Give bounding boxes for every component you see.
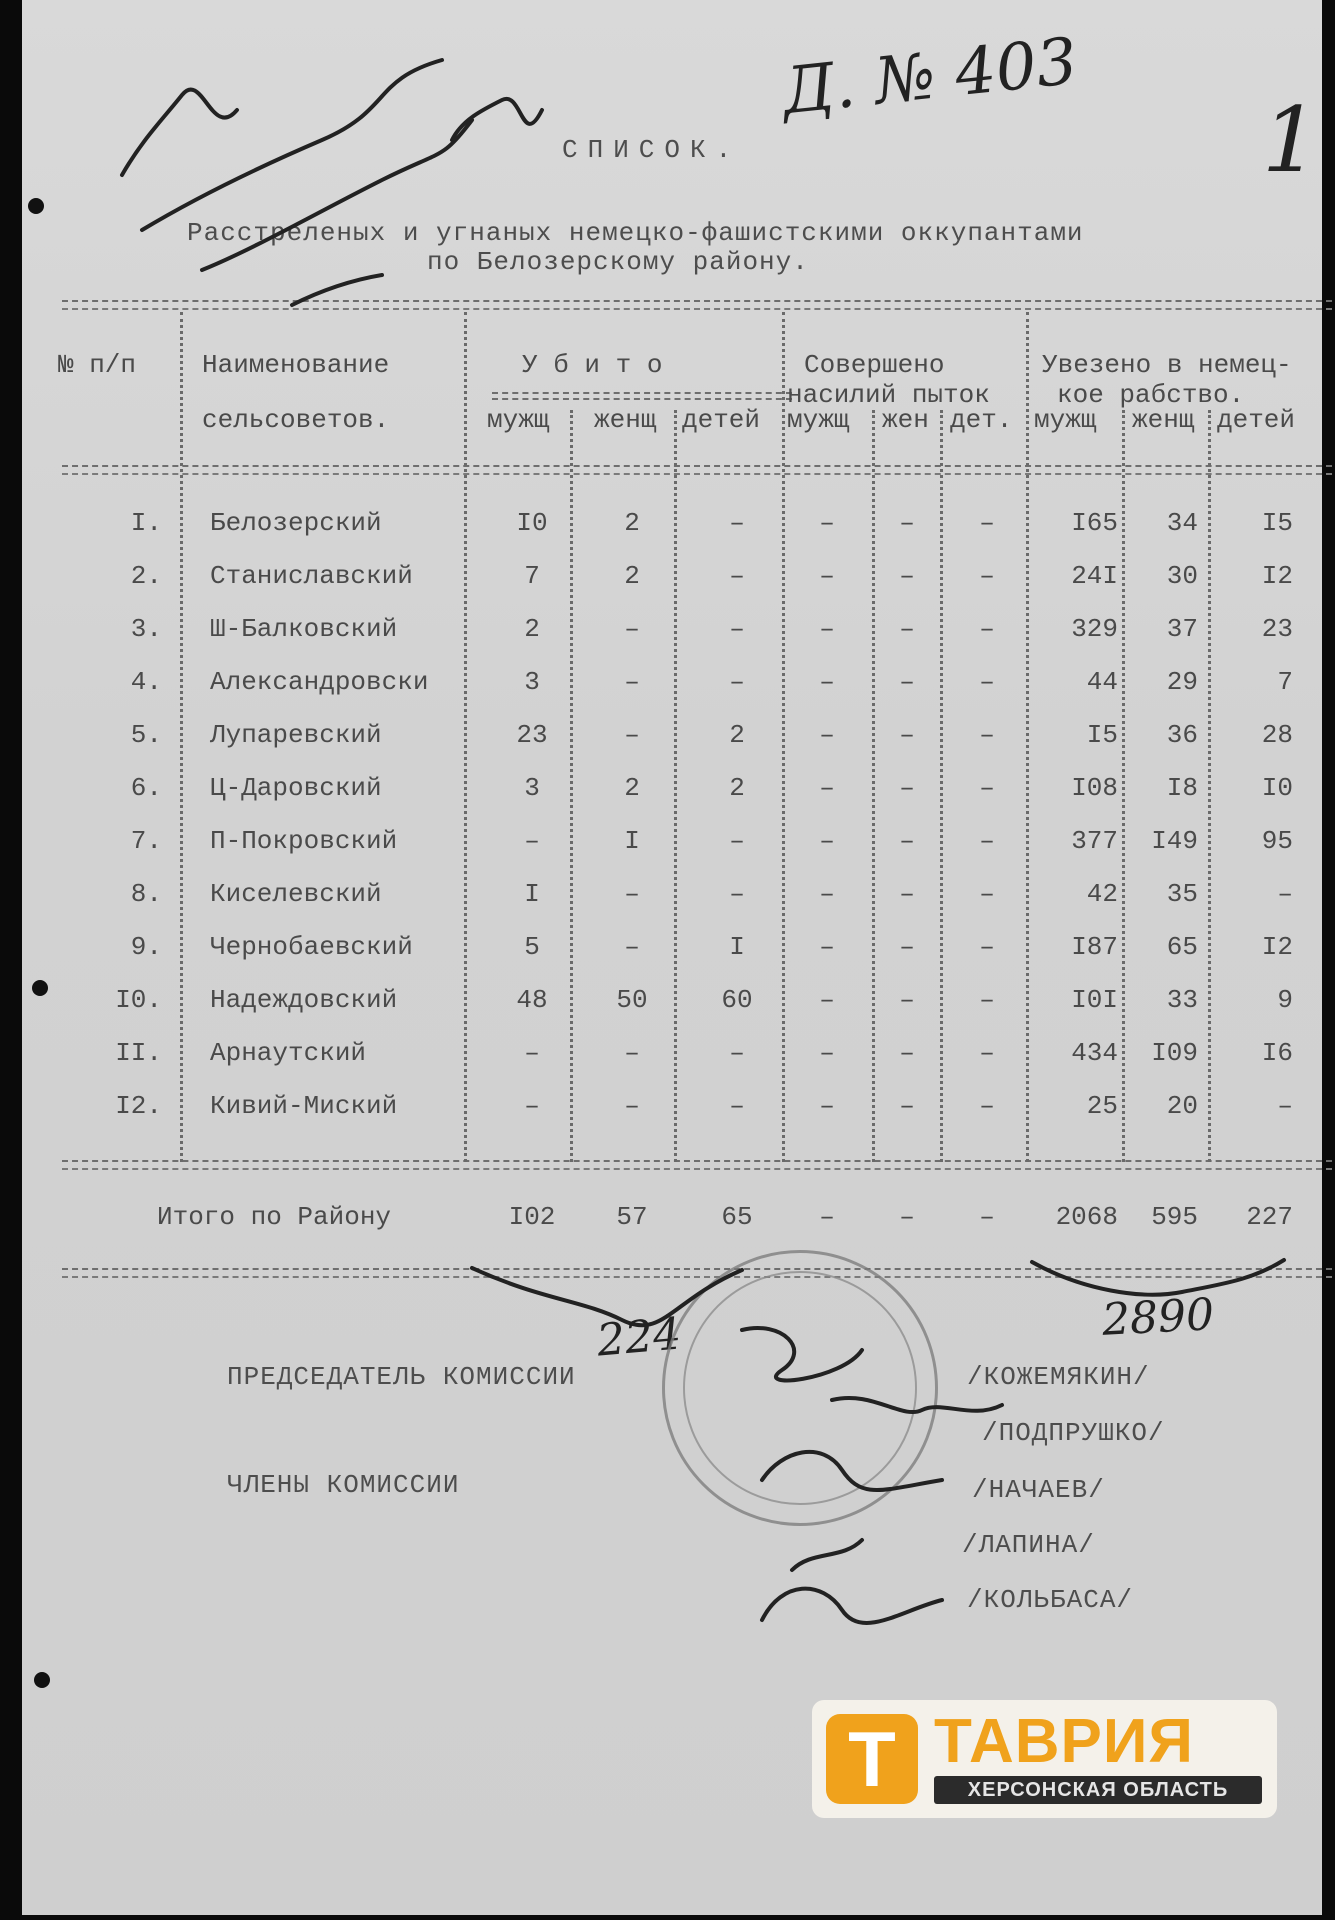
header-num: № п/п bbox=[58, 350, 137, 380]
row-value-vw: – bbox=[899, 985, 915, 1015]
row-value-dc: 7 bbox=[1277, 667, 1293, 697]
row-value-dw: 65 bbox=[1166, 932, 1198, 962]
row-value-kw: 2 bbox=[624, 561, 640, 591]
row-value-dm: 25 bbox=[1086, 1091, 1118, 1121]
row-value-dw: 29 bbox=[1166, 667, 1198, 697]
row-value-vw: – bbox=[899, 1038, 915, 1068]
header-deported-men: мужщ bbox=[1034, 405, 1097, 435]
row-value-vm: – bbox=[819, 985, 835, 1015]
header-killed-women: женщ bbox=[594, 405, 657, 435]
row-value-km: 48 bbox=[516, 985, 548, 1015]
row-value-km: 7 bbox=[524, 561, 540, 591]
row-number: 7. bbox=[130, 826, 162, 856]
row-value-kw: 50 bbox=[616, 985, 648, 1015]
row-value-vm: – bbox=[819, 508, 835, 538]
total-deported-children: 227 bbox=[1246, 1202, 1293, 1232]
row-value-dm: I87 bbox=[1071, 932, 1118, 962]
row-value-vw: – bbox=[899, 932, 915, 962]
row-value-dm: 24I bbox=[1071, 561, 1118, 591]
row-value-dc: 95 bbox=[1261, 826, 1293, 856]
row-value-dm: 434 bbox=[1071, 1038, 1118, 1068]
header-violence-men: мужщ bbox=[787, 405, 850, 435]
row-value-kc: 2 bbox=[729, 773, 745, 803]
row-value-vc: – bbox=[979, 561, 995, 591]
row-value-vm: – bbox=[819, 720, 835, 750]
handwritten-sum-killed: 224 bbox=[594, 1308, 684, 1367]
row-value-vm: – bbox=[819, 932, 835, 962]
row-value-vm: – bbox=[819, 1038, 835, 1068]
row-village-name: Киселевский bbox=[210, 879, 382, 909]
row-value-vc: – bbox=[979, 932, 995, 962]
header-deported-children: детей bbox=[1217, 405, 1296, 435]
document-page bbox=[22, 0, 1322, 1915]
row-value-km: – bbox=[524, 1091, 540, 1121]
row-value-vc: – bbox=[979, 773, 995, 803]
total-deported-men: 2068 bbox=[1055, 1202, 1118, 1232]
row-value-kc: – bbox=[729, 826, 745, 856]
row-value-dw: I8 bbox=[1166, 773, 1198, 803]
row-value-dw: 30 bbox=[1166, 561, 1198, 591]
row-value-kw: – bbox=[624, 932, 640, 962]
total-violence-men: – bbox=[819, 1202, 835, 1232]
row-value-vm: – bbox=[819, 614, 835, 644]
row-value-km: I bbox=[524, 879, 540, 909]
row-value-kw: – bbox=[624, 720, 640, 750]
tavria-logo bbox=[812, 1700, 1277, 1818]
row-value-kc: – bbox=[729, 561, 745, 591]
row-value-vw: – bbox=[899, 561, 915, 591]
row-value-vw: – bbox=[899, 1091, 915, 1121]
row-value-kc: 2 bbox=[729, 720, 745, 750]
total-killed-men: I02 bbox=[508, 1202, 556, 1232]
row-value-vc: – bbox=[979, 614, 995, 644]
header-violence-children: дет. bbox=[950, 405, 1013, 435]
row-number: II. bbox=[115, 1038, 162, 1068]
header-killed: У б и т о bbox=[522, 350, 663, 380]
row-value-vw: – bbox=[899, 614, 915, 644]
row-value-dw: 34 bbox=[1166, 508, 1198, 538]
row-number: 4. bbox=[130, 667, 162, 697]
row-value-vw: – bbox=[899, 720, 915, 750]
row-value-km: 23 bbox=[516, 720, 548, 750]
total-violence-children: – bbox=[979, 1202, 995, 1232]
row-value-dc: 28 bbox=[1261, 720, 1293, 750]
row-number: 8. bbox=[130, 879, 162, 909]
row-value-km: – bbox=[524, 1038, 540, 1068]
row-number: I. bbox=[130, 508, 162, 538]
row-village-name: Лупаревский bbox=[210, 720, 382, 750]
row-village-name: Кивий-Миский bbox=[210, 1091, 398, 1121]
row-value-dc: 23 bbox=[1261, 614, 1293, 644]
row-value-vc: – bbox=[979, 508, 995, 538]
header-deported-line-1: Увезено в немец- bbox=[1042, 350, 1292, 380]
subtitle-line-1: Расстреленых и угнаных немецко-фашистскими оккупантами bbox=[187, 218, 1084, 248]
row-value-vm: – bbox=[819, 773, 835, 803]
row-value-vw: – bbox=[899, 667, 915, 697]
row-value-kc: – bbox=[729, 879, 745, 909]
row-value-kc: 60 bbox=[721, 985, 753, 1015]
row-value-dm: 44 bbox=[1086, 667, 1118, 697]
row-number: I0. bbox=[115, 985, 162, 1015]
row-value-vm: – bbox=[819, 826, 835, 856]
row-village-name: Ц-Даровский bbox=[210, 773, 382, 803]
row-value-dc: I2 bbox=[1261, 932, 1293, 962]
row-value-kw: – bbox=[624, 1091, 640, 1121]
row-value-dc: 9 bbox=[1277, 985, 1293, 1015]
row-village-name: Ш-Балковский bbox=[210, 614, 398, 644]
total-deported-women: 595 bbox=[1151, 1202, 1198, 1232]
row-value-vc: – bbox=[979, 1038, 995, 1068]
archive-code: Д. № 403 bbox=[778, 24, 1081, 130]
row-value-kc: – bbox=[729, 1091, 745, 1121]
header-violence-women: жен bbox=[882, 405, 929, 435]
total-label: Итого по Району bbox=[157, 1202, 392, 1232]
row-value-dm: I08 bbox=[1071, 773, 1118, 803]
row-value-vw: – bbox=[899, 508, 915, 538]
row-value-kc: – bbox=[729, 667, 745, 697]
row-value-dm: 329 bbox=[1071, 614, 1118, 644]
chairman-label: ПРЕДСЕДАТЕЛЬ КОМИССИИ bbox=[227, 1362, 576, 1392]
row-value-dc: – bbox=[1277, 1091, 1293, 1121]
header-killed-children: детей bbox=[682, 405, 761, 435]
row-value-dc: I0 bbox=[1261, 773, 1293, 803]
row-number: 5. bbox=[130, 720, 162, 750]
row-value-kc: – bbox=[729, 614, 745, 644]
header-violence-line-1: Совершено bbox=[804, 350, 945, 380]
row-village-name: Чернобаевский bbox=[210, 932, 413, 962]
row-value-dm: I65 bbox=[1071, 508, 1118, 538]
row-village-name: Арнаутский bbox=[210, 1038, 367, 1068]
header-deported-line-2: кое рабство. bbox=[1057, 380, 1245, 410]
header-deported-women: женщ bbox=[1132, 405, 1195, 435]
row-number: I2. bbox=[115, 1091, 162, 1121]
row-value-km: I0 bbox=[516, 508, 548, 538]
row-value-kc: – bbox=[729, 1038, 745, 1068]
logo-name: ТАВРИЯ bbox=[934, 1707, 1194, 1776]
member-name: /КОЛЬБАСА/ bbox=[967, 1585, 1134, 1615]
row-value-kw: – bbox=[624, 667, 640, 697]
row-value-dw: I49 bbox=[1151, 826, 1198, 856]
row-value-dm: 377 bbox=[1071, 826, 1118, 856]
row-value-kw: – bbox=[624, 879, 640, 909]
row-value-vc: – bbox=[979, 720, 995, 750]
row-value-dm: I0I bbox=[1071, 985, 1118, 1015]
row-value-vm: – bbox=[819, 879, 835, 909]
header-name-line-1: Наименование bbox=[202, 350, 390, 380]
row-value-kw: 2 bbox=[624, 773, 640, 803]
row-value-dw: 33 bbox=[1166, 985, 1198, 1015]
row-value-vw: – bbox=[899, 773, 915, 803]
row-value-vc: – bbox=[979, 667, 995, 697]
logo-t-icon: Т bbox=[826, 1714, 918, 1804]
row-value-km: 3 bbox=[524, 773, 540, 803]
row-value-dc: I6 bbox=[1261, 1038, 1293, 1068]
row-value-dc: I5 bbox=[1261, 508, 1293, 538]
row-value-vm: – bbox=[819, 1091, 835, 1121]
row-value-kw: 2 bbox=[624, 508, 640, 538]
row-value-km: 5 bbox=[524, 932, 540, 962]
row-value-dc: I2 bbox=[1261, 561, 1293, 591]
total-killed-women: 57 bbox=[616, 1202, 648, 1232]
chairman-name: /КОЖЕМЯКИН/ bbox=[967, 1362, 1150, 1392]
row-value-dm: 42 bbox=[1086, 879, 1118, 909]
row-village-name: П-Покровский bbox=[210, 826, 398, 856]
row-village-name: Александровски bbox=[210, 667, 429, 697]
row-value-vc: – bbox=[979, 985, 995, 1015]
member-name: /ПОДПРУШКО/ bbox=[982, 1418, 1165, 1448]
handwritten-sum-deported: 2890 bbox=[1100, 1289, 1216, 1346]
handwriting-strokes bbox=[22, 0, 1322, 1915]
members-label: ЧЛЕНЫ КОМИССИИ bbox=[227, 1470, 460, 1500]
row-number: 9. bbox=[130, 932, 162, 962]
row-value-vw: – bbox=[899, 879, 915, 909]
row-number: 6. bbox=[130, 773, 162, 803]
header-killed-men: мужщ bbox=[487, 405, 550, 435]
row-value-dw: 37 bbox=[1166, 614, 1198, 644]
member-name: /НАЧАЕВ/ bbox=[972, 1475, 1105, 1505]
row-value-dw: 36 bbox=[1166, 720, 1198, 750]
row-value-vm: – bbox=[819, 561, 835, 591]
row-value-vc: – bbox=[979, 879, 995, 909]
row-value-vm: – bbox=[819, 667, 835, 697]
row-village-name: Станиславский bbox=[210, 561, 413, 591]
row-value-dc: – bbox=[1277, 879, 1293, 909]
logo-subtitle: ХЕРСОНСКАЯ ОБЛАСТЬ bbox=[934, 1776, 1262, 1804]
row-value-vw: – bbox=[899, 826, 915, 856]
row-value-dm: I5 bbox=[1086, 720, 1118, 750]
row-value-kw: I bbox=[624, 826, 640, 856]
row-number: 2. bbox=[130, 561, 162, 591]
member-name: /ЛАПИНА/ bbox=[962, 1530, 1095, 1560]
header-name-line-2: сельсоветов. bbox=[202, 405, 390, 435]
row-number: 3. bbox=[130, 614, 162, 644]
row-value-kw: – bbox=[624, 614, 640, 644]
row-value-kc: I bbox=[729, 932, 745, 962]
row-value-kc: – bbox=[729, 508, 745, 538]
row-village-name: Белозерский bbox=[210, 508, 382, 538]
document-title: СПИСОК. bbox=[562, 135, 742, 165]
row-value-dw: 35 bbox=[1166, 879, 1198, 909]
row-village-name: Надеждовский bbox=[210, 985, 398, 1015]
row-value-km: 3 bbox=[524, 667, 540, 697]
subtitle-line-2: по Белозерскому району. bbox=[427, 247, 809, 277]
total-violence-women: – bbox=[899, 1202, 915, 1232]
row-value-kw: – bbox=[624, 1038, 640, 1068]
row-value-dw: I09 bbox=[1151, 1038, 1198, 1068]
header-violence-line-2: насилий пыток bbox=[787, 380, 990, 410]
row-value-km: – bbox=[524, 826, 540, 856]
page-number: 1 bbox=[1262, 88, 1320, 193]
row-value-dw: 20 bbox=[1166, 1091, 1198, 1121]
row-value-vc: – bbox=[979, 1091, 995, 1121]
row-value-km: 2 bbox=[524, 614, 540, 644]
total-killed-children: 65 bbox=[721, 1202, 753, 1232]
row-value-vc: – bbox=[979, 826, 995, 856]
